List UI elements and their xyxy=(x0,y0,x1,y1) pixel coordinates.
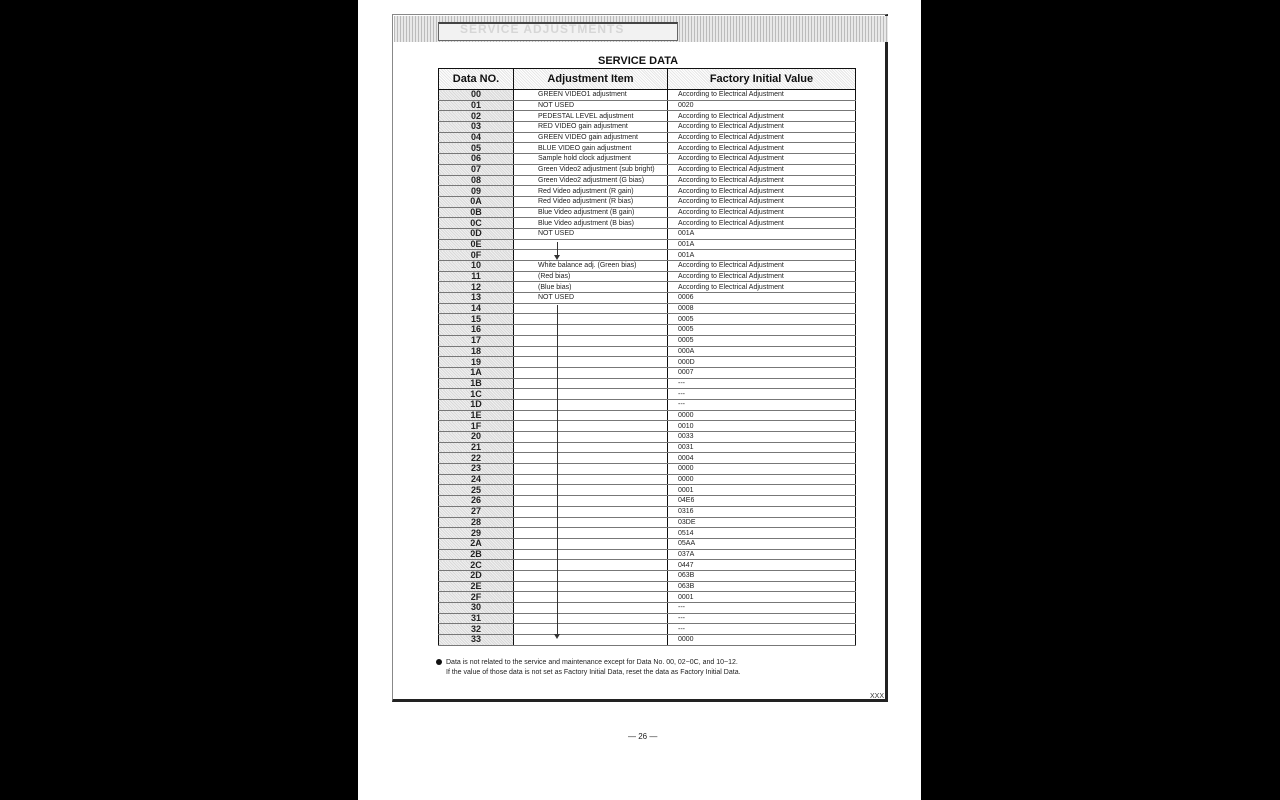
table-row xyxy=(439,239,856,250)
factory-value-cell: 0000 xyxy=(668,635,856,646)
arrow-down-icon xyxy=(557,242,558,256)
adjustment-item-cell xyxy=(514,506,668,517)
data-no-cell: 06 xyxy=(439,154,514,165)
table-row xyxy=(439,90,856,101)
table-row xyxy=(439,506,856,517)
table-row xyxy=(439,378,856,389)
table-row xyxy=(439,367,856,378)
sheet-title: SERVICE DATA xyxy=(598,55,679,67)
data-no-cell: 1D xyxy=(439,399,514,410)
factory-value-cell: According to Electrical Adjustment xyxy=(668,111,856,122)
adjustment-item-cell xyxy=(514,603,668,614)
data-no-cell: 2C xyxy=(439,560,514,571)
factory-value-cell: According to Electrical Adjustment xyxy=(668,271,856,282)
adjustment-item-cell xyxy=(514,538,668,549)
table-row xyxy=(439,635,856,646)
factory-value-cell: 0020 xyxy=(668,100,856,111)
adjustment-item-cell xyxy=(514,570,668,581)
factory-value-cell: 05AA xyxy=(668,538,856,549)
factory-value-cell: 0316 xyxy=(668,506,856,517)
data-no-cell: 20 xyxy=(439,432,514,443)
table-row xyxy=(439,538,856,549)
factory-value-cell: 000D xyxy=(668,357,856,368)
adjustment-item-cell xyxy=(514,560,668,571)
factory-value-cell: According to Electrical Adjustment xyxy=(668,261,856,272)
table-row xyxy=(439,485,856,496)
column-header-data-no: Data NO. xyxy=(439,69,514,90)
factory-value-cell: According to Electrical Adjustment xyxy=(668,154,856,165)
table-row xyxy=(439,122,856,133)
table-row xyxy=(439,442,856,453)
factory-value-cell: 0004 xyxy=(668,453,856,464)
table-row xyxy=(439,474,856,485)
data-no-cell: 09 xyxy=(439,186,514,197)
factory-value-cell: 063B xyxy=(668,570,856,581)
data-no-cell: 1B xyxy=(439,378,514,389)
adjustment-item-cell: GREEN VIDEO1 adjustment xyxy=(514,90,668,101)
factory-value-cell: 037A xyxy=(668,549,856,560)
adjustment-item-cell xyxy=(514,325,668,336)
data-no-cell: 0B xyxy=(439,207,514,218)
table-row xyxy=(439,528,856,539)
data-no-cell: 01 xyxy=(439,100,514,111)
data-no-cell: 13 xyxy=(439,293,514,304)
bullet-icon xyxy=(436,659,442,665)
adjustment-item-cell xyxy=(514,346,668,357)
factory-value-cell: According to Electrical Adjustment xyxy=(668,132,856,143)
factory-value-cell: According to Electrical Adjustment xyxy=(668,90,856,101)
factory-value-cell: 063B xyxy=(668,581,856,592)
table-row xyxy=(439,389,856,400)
data-no-cell: 00 xyxy=(439,90,514,101)
data-no-cell: 11 xyxy=(439,271,514,282)
factory-value-cell: --- xyxy=(668,603,856,614)
adjustment-item-cell: BLUE VIDEO gain adjustment xyxy=(514,143,668,154)
data-no-cell: 0A xyxy=(439,196,514,207)
data-no-cell: 12 xyxy=(439,282,514,293)
factory-value-cell: According to Electrical Adjustment xyxy=(668,218,856,229)
page-number: — 26 — xyxy=(628,732,658,741)
adjustment-item-cell xyxy=(514,378,668,389)
factory-value-cell: According to Electrical Adjustment xyxy=(668,175,856,186)
section-title: SERVICE ADJUSTMENTS xyxy=(460,22,625,36)
footnote-line-1: Data is not related to the service and maintenance except for Data No. 00, 02~0C, and 10~12. xyxy=(446,659,738,666)
adjustment-item-cell: NOT USED xyxy=(514,228,668,239)
adjustment-item-cell: (Red bias) xyxy=(514,271,668,282)
factory-value-cell: According to Electrical Adjustment xyxy=(668,164,856,175)
table-row xyxy=(439,293,856,304)
table-body xyxy=(439,90,856,646)
adjustment-item-cell: NOT USED xyxy=(514,293,668,304)
table-row xyxy=(439,432,856,443)
adjustment-item-cell xyxy=(514,635,668,646)
table-row xyxy=(439,464,856,475)
adjustment-item-cell xyxy=(514,592,668,603)
table-row xyxy=(439,453,856,464)
data-no-cell: 22 xyxy=(439,453,514,464)
adjustment-item-cell: RED VIDEO gain adjustment xyxy=(514,122,668,133)
table-row xyxy=(439,154,856,165)
data-no-cell: 07 xyxy=(439,164,514,175)
adjustment-item-cell xyxy=(514,528,668,539)
factory-value-cell: 04E6 xyxy=(668,496,856,507)
adjustment-item-cell: Red Video adjustment (R gain) xyxy=(514,186,668,197)
footnote-line-2: If the value of those data is not set as Factory Initial Data, reset the data as Factory Initial Data. xyxy=(446,669,741,676)
data-no-cell: 1A xyxy=(439,367,514,378)
adjustment-item-cell xyxy=(514,421,668,432)
adjustment-item-cell xyxy=(514,250,668,261)
table-row xyxy=(439,570,856,581)
factory-value-cell: 0005 xyxy=(668,314,856,325)
adjustment-item-cell xyxy=(514,335,668,346)
factory-value-cell: 0000 xyxy=(668,464,856,475)
table-row xyxy=(439,218,856,229)
factory-value-cell: 001A xyxy=(668,239,856,250)
adjustment-item-cell: Green Video2 adjustment (G bias) xyxy=(514,175,668,186)
data-no-cell: 03 xyxy=(439,122,514,133)
factory-value-cell: According to Electrical Adjustment xyxy=(668,282,856,293)
factory-value-cell: 0005 xyxy=(668,325,856,336)
factory-value-cell: --- xyxy=(668,389,856,400)
arrow-down-icon xyxy=(557,305,558,635)
data-no-cell: 05 xyxy=(439,143,514,154)
adjustment-item-cell xyxy=(514,496,668,507)
adjustment-item-cell: White balance adj. (Green bias) xyxy=(514,261,668,272)
factory-value-cell: 0000 xyxy=(668,410,856,421)
table-row xyxy=(439,399,856,410)
factory-value-cell: 001A xyxy=(668,228,856,239)
factory-value-cell: 0010 xyxy=(668,421,856,432)
factory-value-cell: 0000 xyxy=(668,474,856,485)
adjustment-item-cell: Red Video adjustment (R bias) xyxy=(514,196,668,207)
factory-value-cell: 0001 xyxy=(668,592,856,603)
factory-value-cell: According to Electrical Adjustment xyxy=(668,186,856,197)
adjustment-item-cell: Blue Video adjustment (B gain) xyxy=(514,207,668,218)
table-row xyxy=(439,196,856,207)
factory-value-cell: --- xyxy=(668,378,856,389)
adjustment-item-cell xyxy=(514,399,668,410)
table-row xyxy=(439,335,856,346)
factory-value-cell: 0007 xyxy=(668,367,856,378)
data-no-cell: 29 xyxy=(439,528,514,539)
table-row xyxy=(439,517,856,528)
adjustment-item-cell xyxy=(514,357,668,368)
table-row xyxy=(439,100,856,111)
adjustment-item-cell xyxy=(514,485,668,496)
data-no-cell: 0D xyxy=(439,228,514,239)
table-row xyxy=(439,303,856,314)
factory-value-cell: 0447 xyxy=(668,560,856,571)
factory-value-cell: --- xyxy=(668,399,856,410)
factory-value-cell: --- xyxy=(668,613,856,624)
data-no-cell: 1E xyxy=(439,410,514,421)
adjustment-item-cell xyxy=(514,613,668,624)
factory-value-cell: 0514 xyxy=(668,528,856,539)
data-no-cell: 14 xyxy=(439,303,514,314)
factory-value-cell: 0001 xyxy=(668,485,856,496)
data-no-cell: 0E xyxy=(439,239,514,250)
adjustment-item-cell xyxy=(514,464,668,475)
adjustment-item-cell xyxy=(514,410,668,421)
factory-value-cell: According to Electrical Adjustment xyxy=(668,143,856,154)
data-no-cell: 26 xyxy=(439,496,514,507)
adjustment-item-cell: NOT USED xyxy=(514,100,668,111)
table-header-row xyxy=(439,69,856,90)
table-row xyxy=(439,314,856,325)
data-no-cell: 2D xyxy=(439,570,514,581)
adjustment-item-cell xyxy=(514,442,668,453)
adjustment-item-cell xyxy=(514,367,668,378)
adjustment-item-cell xyxy=(514,303,668,314)
factory-value-cell: According to Electrical Adjustment xyxy=(668,196,856,207)
column-header-factory-value: Factory Initial Value xyxy=(668,69,856,90)
data-no-cell: 21 xyxy=(439,442,514,453)
data-no-cell: 10 xyxy=(439,261,514,272)
data-no-cell: 19 xyxy=(439,357,514,368)
factory-value-cell: 0006 xyxy=(668,293,856,304)
table-row xyxy=(439,250,856,261)
factory-value-cell: 03DE xyxy=(668,517,856,528)
adjustment-item-cell xyxy=(514,549,668,560)
adjustment-item-cell xyxy=(514,314,668,325)
adjustment-item-cell: Green Video2 adjustment (sub bright) xyxy=(514,164,668,175)
adjustment-item-cell: PEDESTAL LEVEL adjustment xyxy=(514,111,668,122)
table-row xyxy=(439,549,856,560)
factory-value-cell: 000A xyxy=(668,346,856,357)
factory-value-cell: 0033 xyxy=(668,432,856,443)
adjustment-item-cell xyxy=(514,624,668,635)
factory-value-cell: According to Electrical Adjustment xyxy=(668,122,856,133)
adjustment-item-cell xyxy=(514,239,668,250)
service-data-table xyxy=(438,68,856,646)
table-row xyxy=(439,175,856,186)
data-no-cell: 16 xyxy=(439,325,514,336)
data-no-cell: 2A xyxy=(439,538,514,549)
table-row xyxy=(439,560,856,571)
adjustment-item-cell: (Blue bias) xyxy=(514,282,668,293)
data-no-cell: 15 xyxy=(439,314,514,325)
data-no-cell: 2E xyxy=(439,581,514,592)
data-no-cell: 32 xyxy=(439,624,514,635)
data-no-cell: 04 xyxy=(439,132,514,143)
data-no-cell: 0C xyxy=(439,218,514,229)
table-row xyxy=(439,421,856,432)
data-no-cell: 33 xyxy=(439,635,514,646)
table-row xyxy=(439,581,856,592)
table-row xyxy=(439,228,856,239)
page-code: XXX xyxy=(870,693,885,700)
data-no-cell: 1C xyxy=(439,389,514,400)
data-no-cell: 25 xyxy=(439,485,514,496)
data-no-cell: 2B xyxy=(439,549,514,560)
table-row xyxy=(439,271,856,282)
table-row xyxy=(439,603,856,614)
data-no-cell: 02 xyxy=(439,111,514,122)
table-row xyxy=(439,186,856,197)
table-row xyxy=(439,325,856,336)
table-row xyxy=(439,613,856,624)
table-row xyxy=(439,592,856,603)
adjustment-item-cell xyxy=(514,432,668,443)
table-row xyxy=(439,261,856,272)
table-row xyxy=(439,346,856,357)
data-no-cell: 18 xyxy=(439,346,514,357)
table-row xyxy=(439,132,856,143)
data-no-cell: 24 xyxy=(439,474,514,485)
table-row xyxy=(439,624,856,635)
adjustment-item-cell: Sample hold clock adjustment xyxy=(514,154,668,165)
data-no-cell: 08 xyxy=(439,175,514,186)
table-row xyxy=(439,282,856,293)
data-no-cell: 17 xyxy=(439,335,514,346)
adjustment-item-cell xyxy=(514,581,668,592)
table-row xyxy=(439,207,856,218)
factory-value-cell: 001A xyxy=(668,250,856,261)
adjustment-item-cell xyxy=(514,453,668,464)
table-row xyxy=(439,357,856,368)
factory-value-cell: 0005 xyxy=(668,335,856,346)
data-no-cell: 0F xyxy=(439,250,514,261)
table-row xyxy=(439,164,856,175)
factory-value-cell: 0031 xyxy=(668,442,856,453)
table-row xyxy=(439,143,856,154)
data-no-cell: 23 xyxy=(439,464,514,475)
factory-value-cell: According to Electrical Adjustment xyxy=(668,207,856,218)
data-no-cell: 1F xyxy=(439,421,514,432)
column-header-adjustment-item: Adjustment Item xyxy=(514,69,668,90)
adjustment-item-cell: Blue Video adjustment (B bias) xyxy=(514,218,668,229)
table-row xyxy=(439,410,856,421)
data-no-cell: 27 xyxy=(439,506,514,517)
data-no-cell: 2F xyxy=(439,592,514,603)
adjustment-item-cell: GREEN VIDEO gain adjustment xyxy=(514,132,668,143)
table-row xyxy=(439,111,856,122)
document-page xyxy=(358,0,921,800)
data-no-cell: 31 xyxy=(439,613,514,624)
adjustment-item-cell xyxy=(514,517,668,528)
table-row xyxy=(439,496,856,507)
factory-value-cell: 0008 xyxy=(668,303,856,314)
factory-value-cell: --- xyxy=(668,624,856,635)
adjustment-item-cell xyxy=(514,389,668,400)
data-no-cell: 30 xyxy=(439,603,514,614)
data-no-cell: 28 xyxy=(439,517,514,528)
adjustment-item-cell xyxy=(514,474,668,485)
